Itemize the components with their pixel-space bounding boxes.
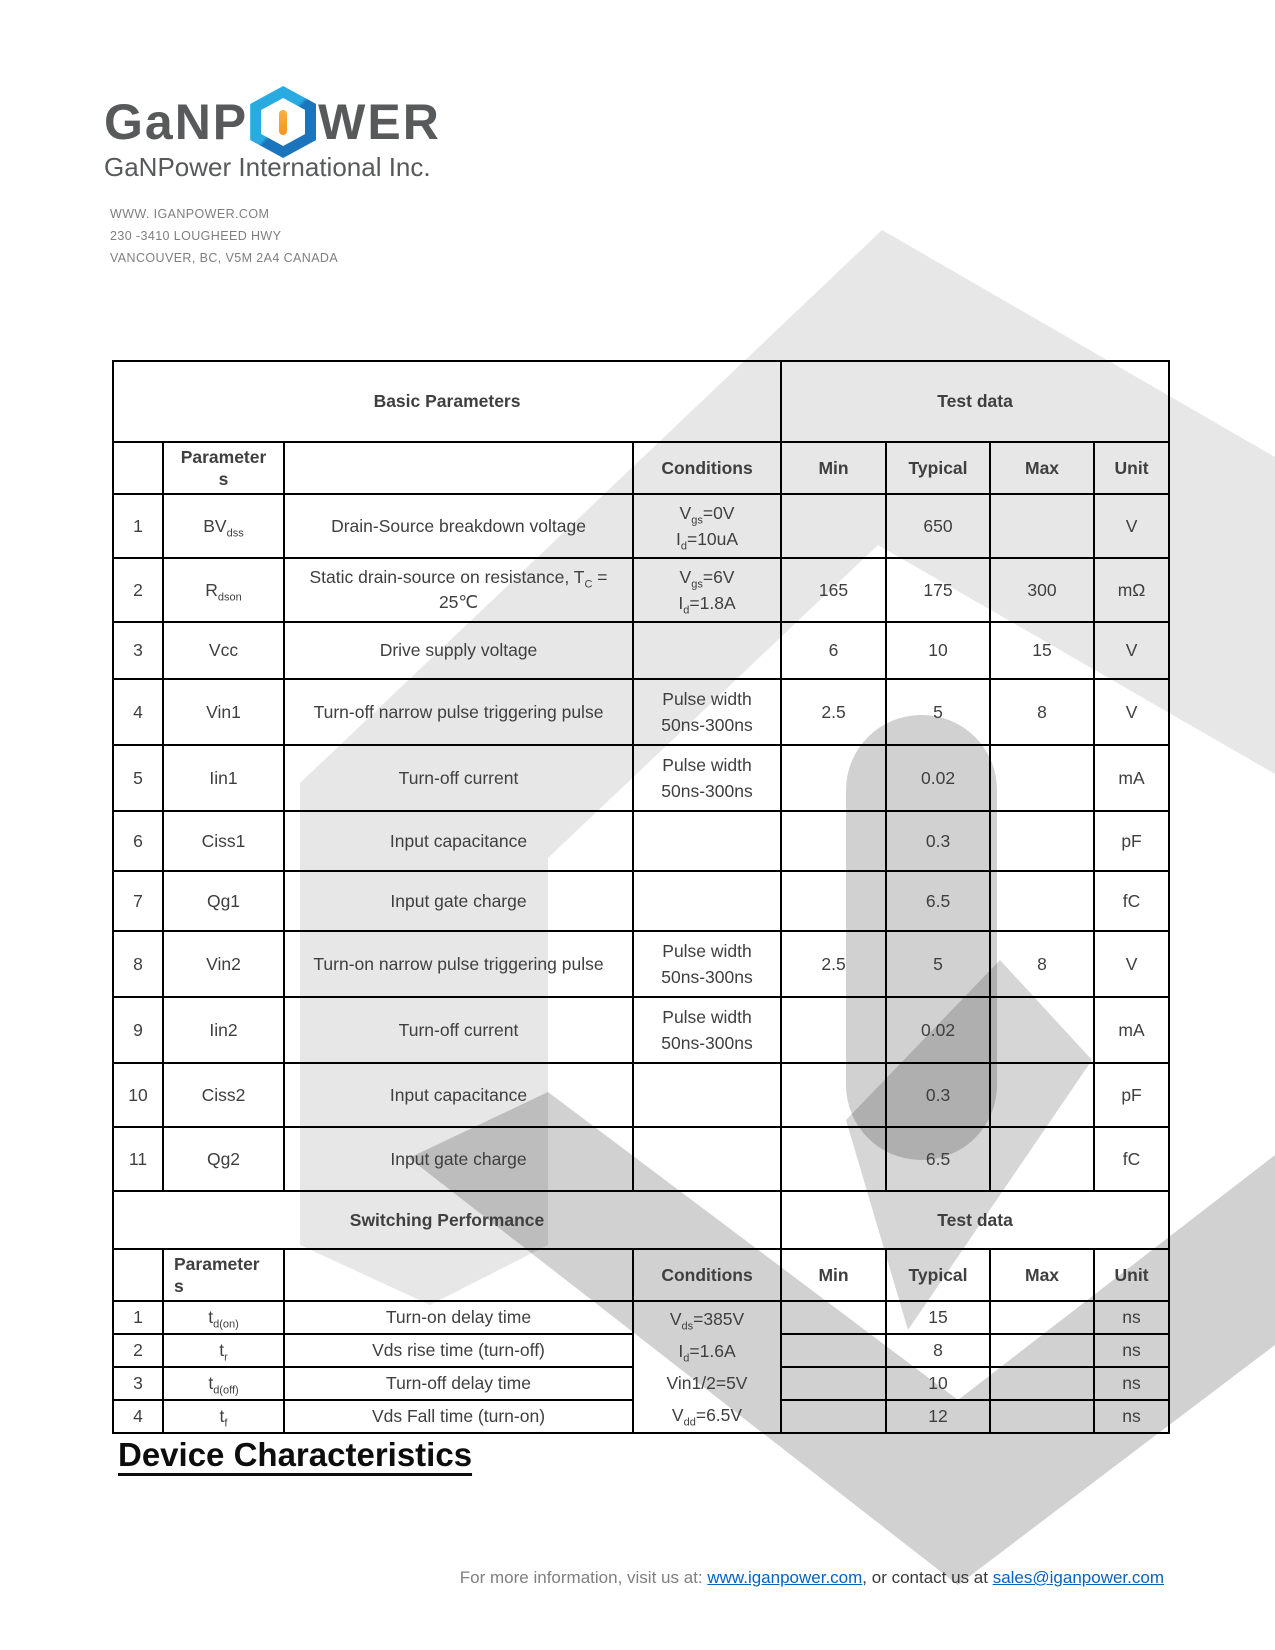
cell-max (990, 745, 1094, 811)
cell-description: Drain-Source breakdown voltage (284, 494, 633, 558)
column-header-typical: Typical (886, 1249, 990, 1301)
cell-min (781, 1301, 886, 1334)
table-row (113, 745, 1169, 811)
cell-parameter: Vcc (163, 622, 284, 679)
cell-parameter: Qg2 (163, 1127, 284, 1191)
section-title: Switching Performance (113, 1191, 781, 1249)
cell-number: 9 (113, 997, 163, 1063)
hexagon-orange-bar (279, 110, 287, 135)
cell-conditions: Pulse width 50ns-300ns (633, 997, 781, 1063)
cell-typical: 6.5 (886, 1127, 990, 1191)
cell-description: Input gate charge (284, 1127, 633, 1191)
cell-min (781, 1334, 886, 1367)
table-row (113, 811, 1169, 871)
cell-conditions: Pulse width 50ns-300ns (633, 679, 781, 745)
company-logo (104, 86, 441, 158)
cell-number: 4 (113, 679, 163, 745)
column-header-max: Max (990, 1249, 1094, 1301)
cell-conditions: Pulse width 50ns-300ns (633, 745, 781, 811)
cell-description: Input gate charge (284, 871, 633, 931)
cell-parameter: Ciss2 (163, 1063, 284, 1127)
cell-parameter: $t_{d(off)}$ (163, 1367, 284, 1400)
cell-typical: 0.3 (886, 811, 990, 871)
table-row (113, 494, 1169, 558)
cell-parameter: $R_{dson}$ (163, 558, 284, 622)
cell-min (781, 1127, 886, 1191)
cell-number: 3 (113, 1367, 163, 1400)
cell-min (781, 494, 886, 558)
cell-min (781, 1400, 886, 1433)
table-row (113, 1063, 1169, 1127)
cell-conditions: $V_{gs}=6V$ $I_d=1.8A$ (633, 558, 781, 622)
column-header-number (113, 442, 163, 494)
cell-parameter: $t_f$ (163, 1400, 284, 1433)
cell-parameter: Vin1 (163, 679, 284, 745)
cell-conditions (633, 1063, 781, 1127)
cell-parameter: Ciss1 (163, 811, 284, 871)
column-header-max: Max (990, 442, 1094, 494)
cell-min (781, 871, 886, 931)
section-title: Basic Parameters (113, 361, 781, 442)
cell-conditions-merged: $V_{ds}=385V$ $I_d=1.6A$ Vin1/2=5V $V_{dd}=6.5V$ (633, 1301, 781, 1433)
cell-number: 1 (113, 494, 163, 558)
cell-typical: 175 (886, 558, 990, 622)
column-header-parameters: Parameters (163, 1249, 284, 1301)
website-link[interactable]: www.iganpower.com (707, 1568, 863, 1587)
parameter-table (112, 360, 1170, 1434)
cell-typical: 0.02 (886, 997, 990, 1063)
cell-max (990, 871, 1094, 931)
cell-conditions: $V_{gs}=0V$ $I_d=10uA$ (633, 494, 781, 558)
column-header-description (284, 1249, 633, 1301)
cell-number: 1 (113, 1301, 163, 1334)
address-line: 230 -3410 LOUGHEED HWY (110, 229, 282, 243)
cell-conditions (633, 622, 781, 679)
cell-description: Turn-on narrow pulse triggering pulse (284, 931, 633, 997)
cell-max (990, 811, 1094, 871)
cell-number: 8 (113, 931, 163, 997)
cell-min (781, 811, 886, 871)
cell-parameter: $t_r$ (163, 1334, 284, 1367)
cell-number: 7 (113, 871, 163, 931)
cell-unit: pF (1094, 1063, 1169, 1127)
test-data-label: Test data (781, 361, 1169, 442)
cell-unit: mA (1094, 997, 1169, 1063)
column-header-unit: Unit (1094, 442, 1169, 494)
cell-max: 8 (990, 931, 1094, 997)
table-row (113, 997, 1169, 1063)
cell-max: 8 (990, 679, 1094, 745)
column-header-row (113, 442, 1169, 494)
cell-number: 3 (113, 622, 163, 679)
cell-max (990, 494, 1094, 558)
column-header-description (284, 442, 633, 494)
footer (0, 1568, 1164, 1588)
logo-text-left: GaNP (104, 94, 249, 150)
cell-description: Vds rise time (turn-off) (284, 1334, 633, 1367)
column-header-number (113, 1249, 163, 1301)
section-title-row (113, 1191, 1169, 1249)
cell-description: Turn-off current (284, 745, 633, 811)
cell-number: 2 (113, 1334, 163, 1367)
cell-unit: V (1094, 494, 1169, 558)
column-header-parameters: Parameters (163, 442, 284, 494)
table-row (113, 1301, 1169, 1334)
cell-typical: 10 (886, 622, 990, 679)
sales-email-link[interactable]: sales@iganpower.com (992, 1568, 1164, 1587)
device-characteristics-heading: Device Characteristics (118, 1436, 473, 1473)
table-row (113, 558, 1169, 622)
cell-parameter: Vin2 (163, 931, 284, 997)
cell-description: Turn-off narrow pulse triggering pulse (284, 679, 633, 745)
cell-min (781, 745, 886, 811)
cell-typical: 15 (886, 1301, 990, 1334)
cell-description: Turn-off delay time (284, 1367, 633, 1400)
column-header-min: Min (781, 1249, 886, 1301)
cell-max (990, 1127, 1094, 1191)
column-header-unit: Unit (1094, 1249, 1169, 1301)
cell-number: 6 (113, 811, 163, 871)
cell-description: Turn-on delay time (284, 1301, 633, 1334)
table-row (113, 679, 1169, 745)
cell-min (781, 997, 886, 1063)
cell-number: 4 (113, 1400, 163, 1433)
company-address (110, 203, 338, 269)
cell-unit: V (1094, 679, 1169, 745)
cell-unit: ns (1094, 1301, 1169, 1334)
footer-prefix-text: For more information, visit us at: (459, 1568, 708, 1587)
cell-max (990, 1063, 1094, 1127)
cell-min: 165 (781, 558, 886, 622)
cell-parameter: $BV_{dss}$ (163, 494, 284, 558)
address-line: VANCOUVER, BC, V5M 2A4 CANADA (110, 251, 339, 265)
cell-typical: 5 (886, 679, 990, 745)
cell-min (781, 1367, 886, 1400)
company-name: GaNPower International Inc. (104, 152, 431, 182)
cell-description: Static drain-source on resistance, $T_C$ = 25℃ (284, 558, 633, 622)
logo-text-right: WER (318, 94, 441, 150)
cell-unit: V (1094, 931, 1169, 997)
cell-max (990, 1400, 1094, 1433)
cell-number: 10 (113, 1063, 163, 1127)
section-title-row (113, 361, 1169, 442)
table-row (113, 871, 1169, 931)
cell-max (990, 1334, 1094, 1367)
column-header-typical: Typical (886, 442, 990, 494)
cell-unit: fC (1094, 1127, 1169, 1191)
cell-conditions (633, 811, 781, 871)
cell-unit: ns (1094, 1367, 1169, 1400)
cell-min (781, 1063, 886, 1127)
table-row (113, 1127, 1169, 1191)
cell-description: Vds Fall time (turn-on) (284, 1400, 633, 1433)
cell-parameter: Iin2 (163, 997, 284, 1063)
cell-min: 2.5 (781, 679, 886, 745)
cell-unit: mΩ (1094, 558, 1169, 622)
cell-unit: V (1094, 622, 1169, 679)
column-header-row (113, 1249, 1169, 1301)
cell-number: 2 (113, 558, 163, 622)
cell-typical: 0.02 (886, 745, 990, 811)
cell-unit: pF (1094, 811, 1169, 871)
cell-unit: ns (1094, 1334, 1169, 1367)
cell-typical: 6.5 (886, 871, 990, 931)
cell-typical: 0.3 (886, 1063, 990, 1127)
cell-parameter: Iin1 (163, 745, 284, 811)
column-header-conditions: Conditions (633, 442, 781, 494)
cell-unit: fC (1094, 871, 1169, 931)
cell-number: 5 (113, 745, 163, 811)
cell-conditions (633, 1127, 781, 1191)
cell-unit: mA (1094, 745, 1169, 811)
footer-middle-text: , or contact us at (862, 1568, 993, 1587)
cell-typical: 12 (886, 1400, 990, 1433)
cell-description: Drive supply voltage (284, 622, 633, 679)
cell-max (990, 1367, 1094, 1400)
cell-max: 15 (990, 622, 1094, 679)
cell-description: Input capacitance (284, 1063, 633, 1127)
cell-number: 11 (113, 1127, 163, 1191)
cell-conditions: Pulse width 50ns-300ns (633, 931, 781, 997)
test-data-label: Test data (781, 1191, 1169, 1249)
hexagon-logo-icon (250, 86, 316, 158)
cell-typical: 5 (886, 931, 990, 997)
cell-max: 300 (990, 558, 1094, 622)
cell-typical: 8 (886, 1334, 990, 1367)
cell-description: Turn-off current (284, 997, 633, 1063)
cell-typical: 10 (886, 1367, 990, 1400)
cell-min: 6 (781, 622, 886, 679)
cell-parameter: $t_{d(on)}$ (163, 1301, 284, 1334)
cell-parameter: Qg1 (163, 871, 284, 931)
table-row (113, 931, 1169, 997)
address-line: WWW. IGANPOWER.COM (110, 207, 270, 221)
column-header-conditions: Conditions (633, 1249, 781, 1301)
cell-description: Input capacitance (284, 811, 633, 871)
cell-unit: ns (1094, 1400, 1169, 1433)
table-row (113, 622, 1169, 679)
cell-min: 2.5 (781, 931, 886, 997)
column-header-min: Min (781, 442, 886, 494)
cell-max (990, 997, 1094, 1063)
cell-max (990, 1301, 1094, 1334)
cell-conditions (633, 871, 781, 931)
cell-typical: 650 (886, 494, 990, 558)
